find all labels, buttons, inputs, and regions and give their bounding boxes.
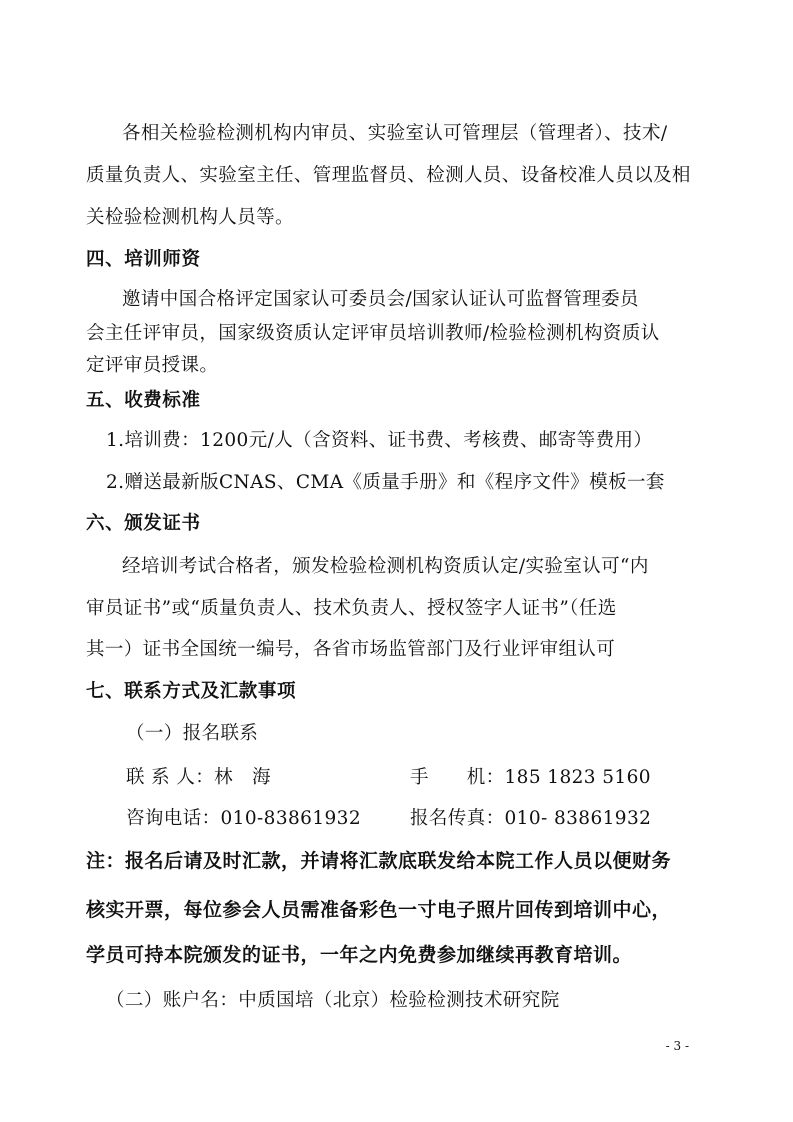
faculty-line-1: 邀请中国合格评定国家认可委员会/国家认证认可监督管理委员 <box>122 289 639 310</box>
contact-mobile: 手 机：185 1823 5160 <box>410 767 651 788</box>
contact-person: 联 系 人：林 海 <box>126 767 271 788</box>
note-line-2: 核实开票，每位参会人员需准备彩色一寸电子照片回传到培训中心， <box>86 899 672 921</box>
fee-item-2: 2.赠送最新版CNAS、CMA《质量手册》和《程序文件》模板一套 <box>106 472 665 493</box>
faculty-line-2: 会主任评审员，国家级资质认定评审员培训教师/检验检测机构资质认 <box>86 323 660 344</box>
section-heading-faculty: 四、培训师资 <box>86 249 201 270</box>
contact-fax: 报名传真：010- 83861932 <box>410 808 652 829</box>
certificate-line-3: 其一）证书全国统一编号，各省市场监管部门及行业评审组认可 <box>86 639 616 660</box>
note-line-1: 注：报名后请及时汇款，并请将汇款底联发给本院工作人员以便财务 <box>86 850 672 872</box>
contact-subheading: （一）报名联系 <box>126 723 259 744</box>
contact-phone: 咨询电话：010-83861932 <box>126 808 362 829</box>
fee-item-1: 1.培训费：1200元/人（含资料、证书费、考核费、邮寄等费用） <box>106 430 653 451</box>
section-heading-fees: 五、收费标准 <box>86 390 201 411</box>
page-number: - 3 - <box>665 1039 689 1053</box>
certificate-line-1: 经培训考试合格者，颁发检验检测机构资质认定/实验室认可“内 <box>122 556 649 577</box>
audience-line-3: 关检验检测机构人员等。 <box>86 207 294 228</box>
audience-line-1: 各相关检验检测机构内审员、实验室认可管理层（管理者）、技术/ <box>122 123 668 144</box>
note-line-3: 学员可持本院颁发的证书，一年之内免费参加继续再教育培训。 <box>86 944 633 966</box>
faculty-line-3: 定评审员授课。 <box>86 355 219 376</box>
certificate-line-2: 审员证书”或“质量负责人、技术负责人、授权签字人证书”（任选 <box>86 598 617 619</box>
account-name: （二）账户名：中质国培（北京）检验检测技术研究院 <box>106 990 560 1011</box>
section-heading-contact: 七、联系方式及汇款事项 <box>86 681 297 702</box>
audience-line-2: 质量负责人、实验室主任、管理监督员、检测人员、设备校准人员以及相 <box>86 165 691 186</box>
section-heading-certificate: 六、颁发证书 <box>86 513 201 534</box>
